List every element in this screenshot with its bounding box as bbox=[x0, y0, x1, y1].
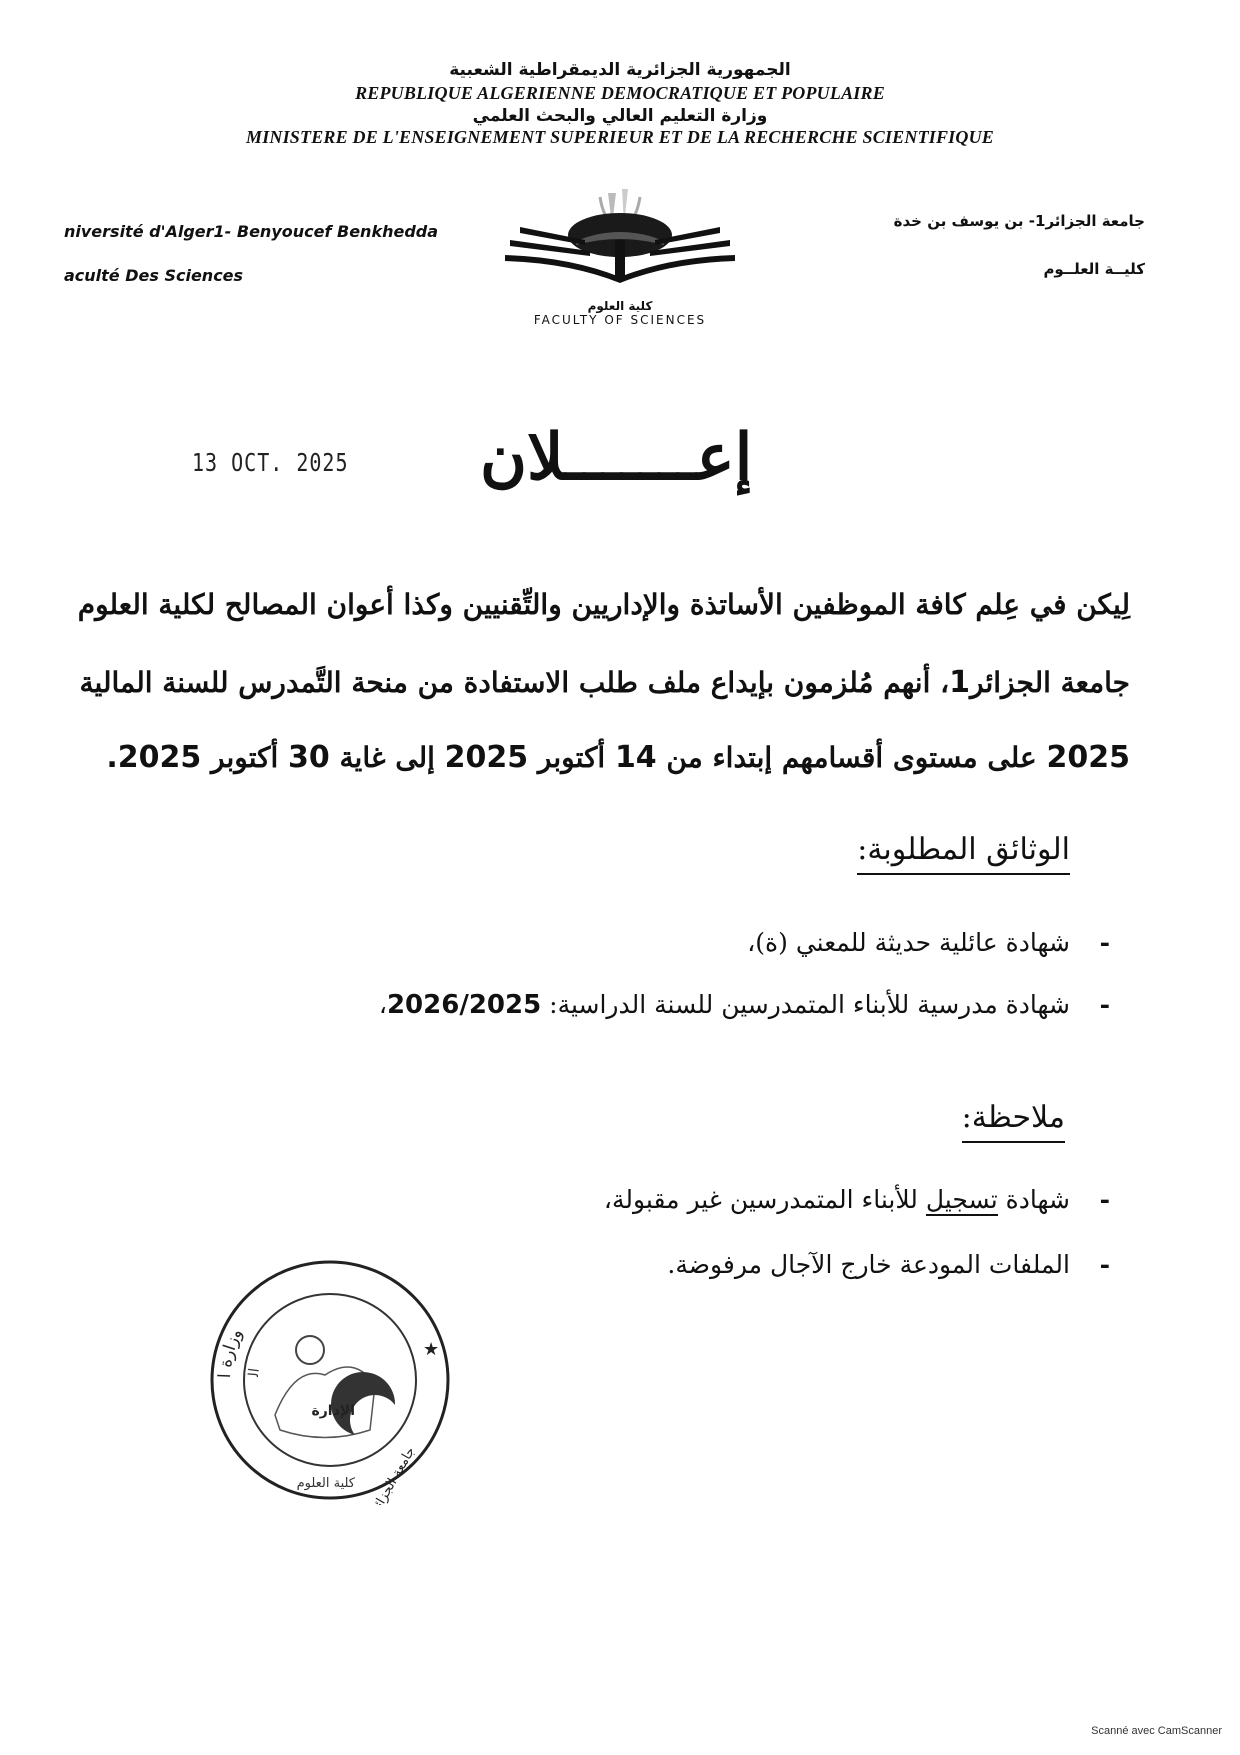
required-doc-item bbox=[747, 928, 1110, 957]
body-line-1-text: لِيكن في عِلم كافة الموظفين الأساتذة والإداريين والتِّقنيين وكذا أعوان المصالح لكلية العلوم bbox=[77, 588, 1130, 621]
body-year: 2025 bbox=[1046, 740, 1130, 775]
ministry-arabic: وزارة التعليم العالي والبحث العلمي bbox=[472, 106, 768, 126]
date-stamp: 13 OCT. 2025 bbox=[192, 447, 349, 477]
note-underlined-word: تسجيل bbox=[925, 1185, 998, 1214]
university-name-arabic: جامعة الجزائر1- بن يوسف بن خدة bbox=[893, 212, 1145, 230]
body-line-3 bbox=[106, 740, 1130, 775]
body-text: جامعة الجزائر bbox=[970, 666, 1130, 699]
required-doc-text: شهادة مدرسية للأبناء المتمدرسين للسنة الدراسية: bbox=[541, 990, 1070, 1019]
bullet-dash: - bbox=[1099, 1250, 1110, 1279]
bullet-dash: - bbox=[1099, 1185, 1110, 1214]
note-item bbox=[667, 1250, 1110, 1279]
seal-inner-text: ال bbox=[246, 1367, 263, 1378]
note-heading-text: ملاحظة: bbox=[962, 1100, 1065, 1143]
required-doc-item bbox=[379, 990, 1110, 1020]
school-year: 2026/2025 bbox=[386, 990, 542, 1020]
body-text: على مستوى أقسامهم إبتداء من bbox=[656, 741, 1047, 774]
bullet-dash: - bbox=[1099, 928, 1110, 957]
body-year: 2025 bbox=[444, 740, 529, 775]
body-day: 14 bbox=[614, 740, 657, 775]
body-period: . bbox=[106, 740, 118, 775]
official-seal bbox=[205, 1255, 455, 1505]
republic-arabic: الجمهورية الجزائرية الديمقراطية الشعبية bbox=[449, 60, 791, 80]
body-line-2 bbox=[79, 665, 1130, 700]
faculty-logo bbox=[490, 185, 750, 325]
required-docs-heading bbox=[857, 832, 1070, 875]
note-text: شهادة bbox=[997, 1185, 1070, 1214]
faculty-name-french: aculté Des Sciences bbox=[64, 266, 244, 285]
faculty-tree-book-logo-icon bbox=[490, 185, 750, 295]
logo-caption-english: FACULTY OF SCIENCES bbox=[533, 313, 707, 327]
body-text: إلى غاية bbox=[329, 741, 445, 774]
seal-center-text: الإدارة bbox=[311, 1403, 355, 1419]
logo-caption-arabic: كلية العلوم bbox=[587, 299, 653, 313]
scanner-watermark: Scanné avec CamScanner bbox=[1091, 1725, 1222, 1737]
faculty-name-arabic: كليــة العلــوم bbox=[1043, 260, 1145, 278]
announcement-title: إعـــــــلان bbox=[480, 420, 753, 495]
note-item bbox=[604, 1185, 1110, 1214]
note-text: للأبناء المتمدرسين غير مقبولة، bbox=[603, 1185, 926, 1214]
university-name-french: niversité d'Alger1- Benyoucef Benkhedda bbox=[64, 222, 439, 241]
body-line-1 bbox=[77, 588, 1130, 621]
body-year: 2025 bbox=[117, 740, 202, 775]
body-day: 30 bbox=[288, 740, 330, 775]
seal-outer-text: وزارة ا bbox=[214, 1325, 247, 1379]
seal-bottom-text: كلية العلوم bbox=[296, 1476, 355, 1491]
body-text: أكتوبر bbox=[528, 741, 615, 774]
note-heading bbox=[962, 1100, 1065, 1143]
body-number: 1 bbox=[949, 665, 971, 700]
ministry-french: MINISTERE DE L'ENSEIGNEMENT SUPERIEUR ET DE LA RECHERCHE SCIENTIFIQUE bbox=[245, 127, 994, 147]
svg-text:وزارة التعليم العالي و البحث ا bbox=[205, 1255, 247, 1379]
body-text: ، أنهم مُلزمون بإيداع ملف طلب الاستفادة من منحة التَّمدرس للسنة المالية bbox=[79, 666, 950, 699]
seal-side-text: جامعة الجزائر bbox=[368, 1444, 419, 1505]
seal-star-icon: ★ bbox=[423, 1339, 440, 1360]
required-doc-text: شهادة عائلية حديثة للمعني (ة)، bbox=[747, 928, 1070, 957]
required-doc-end: ، bbox=[378, 990, 387, 1019]
body-text: أكتوبر bbox=[201, 741, 289, 774]
required-docs-heading-text: الوثائق المطلوبة: bbox=[857, 832, 1070, 875]
republic-french: REPUBLIQUE ALGERIENNE DEMOCRATIQUE ET POPULAIRE bbox=[355, 83, 885, 103]
official-round-seal-icon bbox=[205, 1255, 455, 1505]
note-text: الملفات المودعة خارج الآجال مرفوضة. bbox=[667, 1250, 1070, 1279]
bullet-dash: - bbox=[1099, 990, 1110, 1019]
